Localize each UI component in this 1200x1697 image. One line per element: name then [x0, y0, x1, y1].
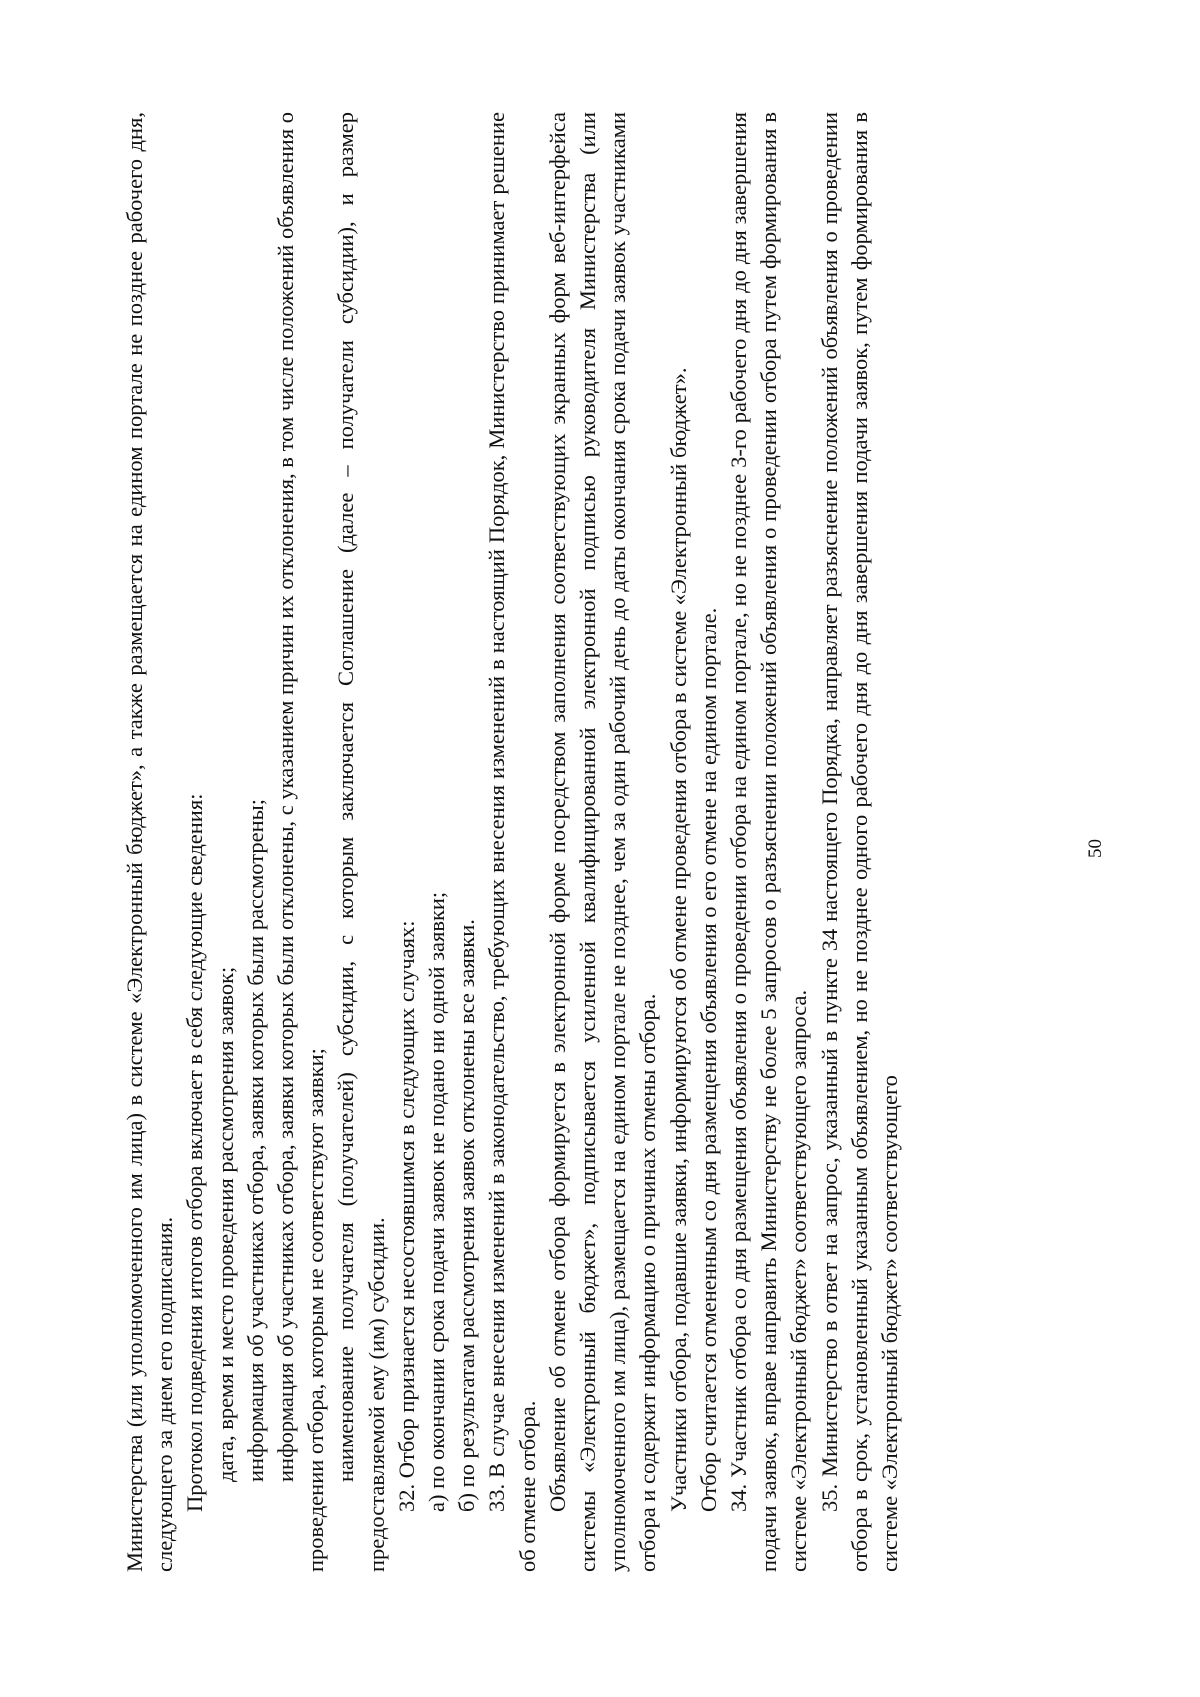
paragraph: 33. В случае внесения изменений в законодательство, требующих внесения изменений в настоящий Порядок, Министерство принимает решение об отмене отбора.: [484, 112, 540, 1572]
paragraph: Объявление об отмене отбора формируется в электронной форме посредством заполнения соответствующих экранных форм веб-интерфейса системы «Электронный бюджет», подписывается усиленной квалифицированной электронной подписью руководителя Министерства (или уполномоченного им лица), размещается на едином портале не позднее, чем за один рабочий день до даты окончания срока подачи заявок участниками отбора и содержит информацию о причинах отмены отбора.: [544, 112, 661, 1572]
paragraph: информация об участниках отбора, заявки которых были рассмотрены;: [242, 799, 268, 1482]
document-body: [120, 112, 905, 1572]
paragraph: Участники отбора, подавшие заявки, информируются об отмене проведения отбора в системе «Электронный бюджет».: [665, 367, 691, 1512]
page-number: 50: [1085, 839, 1106, 858]
paragraph: а) по окончании срока подачи заявок не подано ни одной заявки;: [424, 891, 450, 1512]
paragraph: дата, время и место проведения рассмотрения заявок;: [212, 966, 238, 1482]
paragraph: наименование получателя (получателей) субсидии, с которым заключается Соглашение (далее – получатели субсидии), и размер предоставляемой ему (им) субсидии.: [333, 112, 389, 1572]
paragraph: Министерства (или уполномоченного им лица) в системе «Электронный бюджет», а также размещается на едином портале не позднее рабочего дня, следующего за днем его подписания.: [122, 112, 178, 1572]
paragraph: б) по результатам рассмотрения заявок отклонены все заявки.: [454, 919, 480, 1512]
paragraph: Отбор считается отмененным со дня размещения объявления о его отмене на едином портале.: [695, 607, 721, 1512]
paragraph: Протокол подведения итогов отбора включает в себя следующие сведения:: [182, 793, 208, 1512]
paragraph: 35. Министерство в ответ на запрос, указанный в пункте 34 настоящего Порядка, направляет разъяснение положений объявления о проведении отбора в срок, установленный указанным объявлением, но не позднее одного рабочего дня до дня завершения подачи заявок, путем формирования в системе «Электронный бюджет» соответствующего: [816, 112, 903, 1572]
paragraph: 32. Отбор признается несостоявшимся в следующих случаях:: [393, 920, 419, 1512]
paragraph: информация об участниках отбора, заявки которых были отклонены, с указанием причин их отклонения, в том числе положений объявления о проведении отбора, которым не соответствуют заявки;: [273, 112, 329, 1572]
paragraph: 34. Участник отбора со дня размещения объявления о проведении отбора на едином портале, но не позднее 3-го рабочего дня до дня завершения подачи заявок, вправе направить Министерству не более 5 запросов о разъяснении положений объявления о проведении отбора путем формирования в системе «Электронный бюджет» соответствующего запроса.: [726, 112, 812, 1572]
